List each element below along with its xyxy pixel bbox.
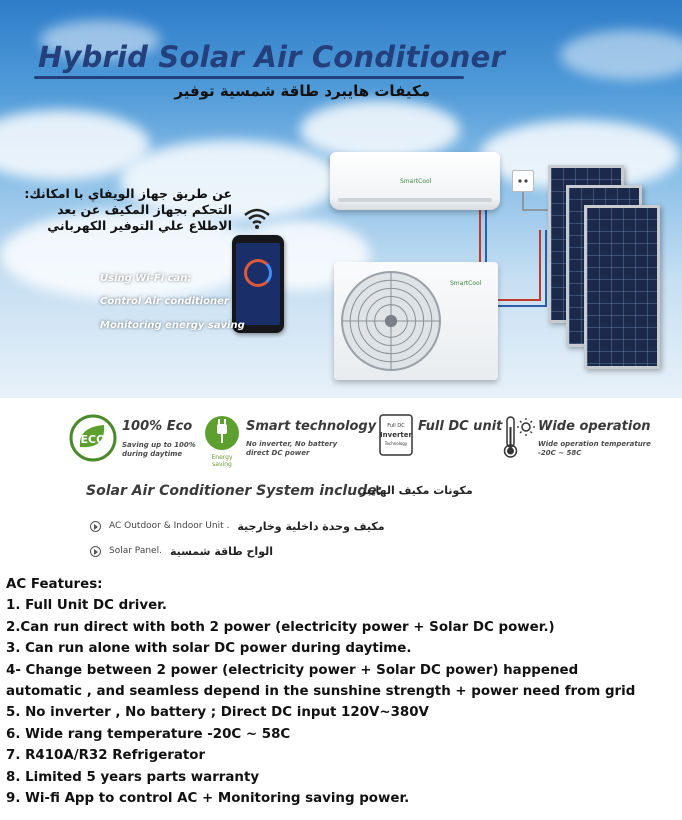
dc-badge-text: Full DC	[387, 423, 405, 429]
dc-badge-text: Technology	[384, 441, 408, 446]
smartphone	[232, 235, 284, 333]
indoor-unit-vent	[338, 198, 492, 202]
feature-desc: Saving up to 100%	[122, 441, 196, 449]
eco-leaf-icon	[68, 413, 118, 463]
feature-title: 100% Eco	[122, 419, 193, 434]
fan-grille-icon	[340, 270, 442, 372]
feature-desc: -20C ~ 58C	[538, 449, 582, 457]
ac-feature-line: automatic , and seamless depend in the sunshine strength + power need from grid	[6, 684, 636, 700]
system-item-en: Solar Panel.	[109, 546, 162, 556]
feature-desc: during daytime	[122, 450, 183, 458]
energy-saving-note	[202, 454, 242, 468]
ac-feature-line: 3. Can run alone with solar DC power during daytime.	[6, 641, 412, 657]
system-item-ar: مكيف وحدة داخلية وخارجية	[237, 519, 385, 533]
wifi-en-line: Control Air conditioner	[100, 296, 229, 307]
feature-wide-operation	[502, 413, 662, 469]
ac-features-list	[6, 574, 678, 809]
power-socket-icon	[512, 170, 534, 192]
ac-feature-line: 1. Full Unit DC driver.	[6, 598, 167, 614]
system-include-title: Solar Air Conditioner System include:	[86, 483, 383, 499]
system-item	[90, 543, 273, 559]
energy-plug-icon	[202, 413, 242, 453]
system-item-en: AC Outdoor & Indoor Unit .	[109, 521, 230, 531]
feature-title: Smart technology	[246, 419, 377, 434]
indoor-unit-brand: SmartCool	[400, 178, 432, 185]
system-include-title-arabic: مكونات مكيف الهايبر	[360, 484, 473, 497]
ac-feature-line: 5. No inverter , No battery ; Direct DC input 120V~380V	[6, 705, 429, 721]
wifi-en-heading: Using Wi-Fi can:	[100, 273, 192, 284]
solar-panel	[584, 205, 660, 369]
feature-smart-technology	[202, 413, 377, 469]
ac-feature-line: 9. Wi-fi App to control AC + Monitoring saving power.	[6, 791, 410, 807]
wifi-en-line: Monitoring energy saving	[100, 320, 245, 331]
hero-banner	[0, 0, 682, 398]
wifi-ar-line: الاطلاع علي التوفير الكهرباني	[47, 218, 232, 233]
system-item-ar: الواح طاقة شمسية	[169, 544, 274, 558]
energy-note-line: saving	[212, 461, 232, 468]
ac-features-heading: AC Features:	[6, 577, 103, 592]
feature-desc: No inverter, No battery	[246, 440, 338, 448]
feature-title: Wide operation	[538, 419, 651, 434]
dc-badge-text: Inverter	[380, 431, 412, 439]
arrow-bullet-icon	[90, 546, 101, 557]
app-screen	[236, 243, 280, 325]
eco-badge-text: ECO	[80, 433, 106, 446]
dc-inverter-icon	[378, 413, 414, 457]
outdoor-unit-brand: SmartCool	[450, 280, 482, 287]
page-title: Hybrid Solar Air Conditioner	[38, 40, 506, 74]
ac-feature-line: 7. R410A/R32 Refrigerator	[6, 748, 206, 764]
wifi-icon	[242, 206, 272, 230]
feature-desc: direct DC power	[246, 449, 310, 457]
feature-eco	[68, 413, 198, 469]
wifi-ar-line: التحكم بجهاز المكيف عن بعد	[57, 202, 232, 217]
wifi-ar-line: عن طريق جهاز الويفاي با امكانك:	[24, 186, 232, 201]
feature-desc: Wide operation temperature	[538, 440, 651, 448]
wifi-description-arabic	[10, 186, 232, 234]
energy-note-line: Energy	[211, 454, 233, 461]
thermometer-sun-icon	[502, 413, 536, 461]
ac-feature-line: 4- Change between 2 power (electricity power + Solar DC power) happened	[6, 662, 579, 678]
ac-feature-line: 2.Can run direct with both 2 power (electricity power + Solar DC power.)	[6, 619, 555, 635]
temperature-dial-icon	[244, 259, 272, 287]
indoor-ac-unit	[330, 152, 500, 210]
feature-title: Full DC unit	[418, 419, 503, 434]
system-item	[90, 518, 385, 534]
ac-feature-line: 6. Wide rang temperature -20C ~ 58C	[6, 726, 291, 742]
feature-full-dc	[378, 413, 503, 469]
page-subtitle-arabic: مكيفات هايبرد طاقة شمسية توفير	[174, 82, 430, 100]
ac-feature-line: 8. Limited 5 years parts warranty	[6, 769, 260, 785]
outdoor-ac-unit	[334, 262, 498, 380]
arrow-bullet-icon	[90, 521, 101, 532]
